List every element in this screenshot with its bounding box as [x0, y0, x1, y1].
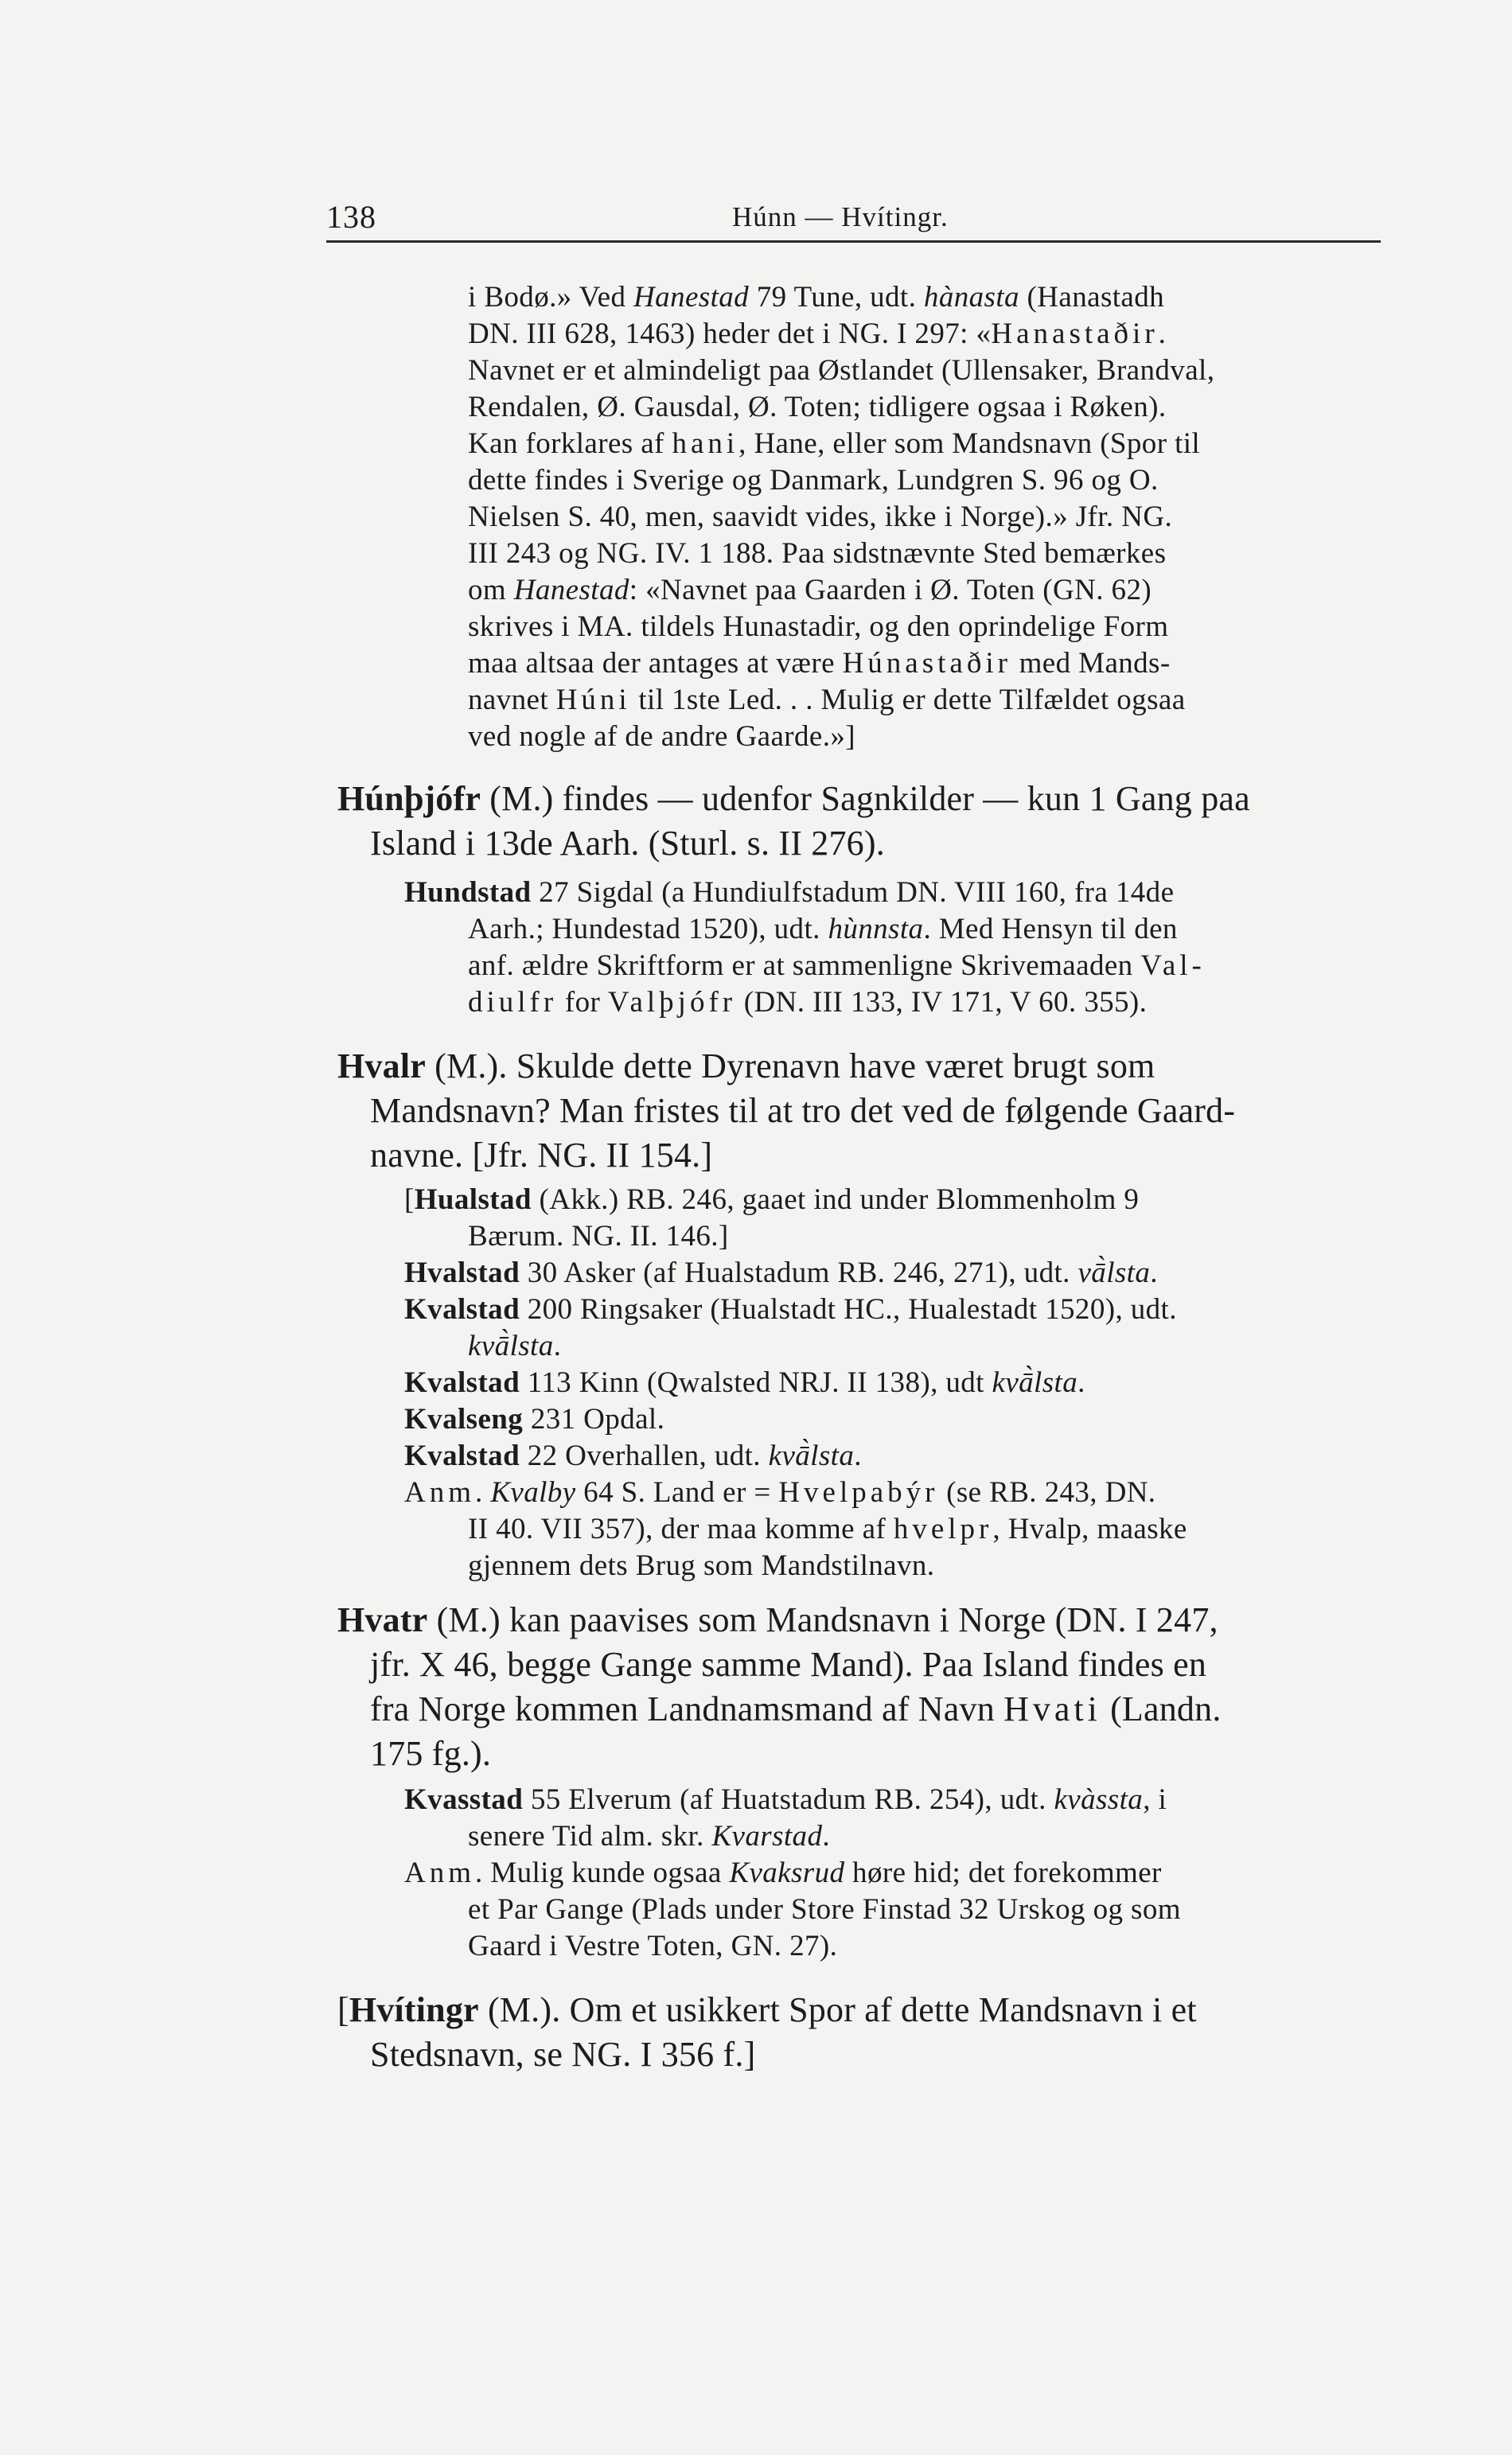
text-run: DN. III 628, 1463) heder det i NG. I 297: « — [468, 318, 992, 350]
text-run: Stedsnavn, se NG. I 356 f.] — [370, 2035, 756, 2074]
text-line — [337, 1989, 1197, 2030]
italic-term: hànasta — [923, 281, 1019, 314]
text-run: maa altsaa der antages at være — [468, 647, 843, 680]
text-run: (Landn. — [1101, 1689, 1222, 1728]
text-run: . Mulig kunde ogsaa — [475, 1857, 730, 1889]
text-line — [370, 2034, 755, 2075]
text-line — [468, 1329, 561, 1363]
text-run: . — [822, 1820, 831, 1853]
text-line — [468, 573, 1152, 607]
text-run: , Hvalp, maaske — [992, 1513, 1187, 1545]
text-line — [468, 353, 1214, 388]
text-run: navnet — [468, 684, 556, 716]
text-line — [468, 390, 1167, 424]
italic-term: Hanestad — [513, 574, 629, 606]
spaced-term: diulfr — [468, 986, 558, 1019]
text-run: gjennem dets Brug som Mandstilnavn. — [468, 1549, 935, 1582]
text-run: med Mands- — [1011, 647, 1171, 680]
text-run: (M.). Om et usikkert Spor af dette Mandsnavn i et — [478, 1990, 1197, 2029]
text-run: Navnet er et almindeligt paa Østlandet (Ullensaker, Brandval, — [468, 354, 1215, 387]
text-line — [468, 500, 1172, 534]
text-run: Island i 13de Aarh. (Sturl. s. II 276). — [370, 824, 885, 863]
entry-headword: Hvalr — [337, 1046, 426, 1085]
header-rule — [326, 240, 1381, 243]
text-run: III 243 og NG. IV. 1 188. Paa sidstnævnte Sted bemærkes — [468, 537, 1167, 570]
text-run: anf. ældre Skriftform er at sammenligne Skrivemaaden — [468, 949, 1141, 982]
text-run: 200 Ringsaker (Hualstadt HC., Hualestadt 1520), udt. — [520, 1293, 1177, 1326]
text-run: : «Navnet paa Gaarden i Ø. Toten (GN. 62) — [629, 574, 1152, 606]
italic-term: Kvarstad — [711, 1820, 823, 1853]
text-line — [404, 875, 1174, 910]
text-run: 231 Opdal. — [523, 1403, 665, 1436]
spaced-term: Hvelpabýr — [778, 1476, 939, 1509]
italic-term: vā̀lsta — [1077, 1257, 1151, 1289]
text-run: (Hanastadh — [1019, 281, 1165, 314]
text-run: (M.) findes — udenfor Sagnkilder — kun 1 Gang paa — [481, 779, 1250, 818]
text-line — [468, 463, 1159, 497]
text-run: (Akk.) RB. 246, gaaet ind under Blommenholm 9 — [531, 1183, 1140, 1216]
entry-headword: Hvítingr — [349, 1990, 479, 2029]
spaced-term: hvelpr — [893, 1513, 993, 1545]
spaced-term: hani — [672, 427, 739, 460]
text-run: 79 Tune, udt. — [749, 281, 924, 314]
text-run: . — [1150, 1257, 1158, 1289]
spaced-term: Val- — [1140, 949, 1206, 982]
text-run: 113 Kinn (Qwalsted NRJ. II 138), udt — [520, 1366, 992, 1399]
text-run: . — [854, 1440, 862, 1472]
text-run: 55 Elverum (af Huatstadum RB. 254), udt. — [523, 1783, 1054, 1816]
text-run: Aarh.; Hundestad 1520), udt. — [468, 913, 828, 945]
text-run: ved nogle af de andre Gaarde.»] — [468, 720, 855, 753]
text-line — [468, 1512, 1187, 1546]
running-head: Húnn — Hvítingr. — [732, 201, 949, 232]
text-line — [468, 280, 1164, 314]
text-run: 64 S. Land er = — [575, 1476, 779, 1509]
text-run: 27 Sigdal (a Hundiulfstadum DN. VIII 160, fra 14de — [531, 876, 1175, 909]
text-line — [370, 1090, 1235, 1131]
text-line — [337, 1600, 1218, 1640]
text-run: høre hid; det forekommer — [844, 1857, 1162, 1889]
entry-headword: Kvalstad — [404, 1293, 520, 1326]
text-run: . — [1158, 318, 1167, 350]
text-line — [468, 610, 1168, 644]
text-run: et Par Gange (Plads under Store Finstad 32 Urskog og som — [468, 1893, 1181, 1926]
text-run: navne. [Jfr. NG. II 154.] — [370, 1136, 713, 1175]
text-line — [468, 646, 1171, 680]
italic-term: Kvalby — [490, 1476, 576, 1509]
text-line — [468, 1549, 934, 1583]
text-line — [370, 1733, 491, 1774]
text-line — [337, 778, 1250, 819]
spaced-term: Hanastaðir — [991, 318, 1159, 350]
text-line — [370, 1644, 1206, 1685]
text-run: . — [1077, 1366, 1085, 1399]
text-run: til 1ste Led. . . Mulig er dette Tilfældet ogsaa — [630, 684, 1186, 716]
text-run: Nielsen S. 40, men, saavidt vides, ikke i Norge).» Jfr. NG. — [468, 501, 1173, 533]
italic-term: hùnnsta — [828, 913, 924, 945]
entry-headword: Hvalstad — [404, 1257, 520, 1289]
text-line — [404, 1402, 664, 1436]
text-line — [468, 1819, 830, 1853]
text-run: Mandsnavn? Man fristes til at tro det ved de følgende Gaard- — [370, 1091, 1236, 1130]
text-run: . Med Hensyn til den — [923, 913, 1178, 945]
text-line — [404, 1439, 862, 1473]
text-run: (M.). Skulde dette Dyrenavn have været brugt som — [425, 1046, 1155, 1085]
text-line — [468, 1219, 729, 1253]
entry-headword: Kvalstad — [404, 1366, 520, 1399]
text-run: 175 fg.). — [370, 1734, 492, 1773]
text-run: Bærum. NG. II. 146.] — [468, 1220, 729, 1253]
spaced-term: Hvati — [1003, 1689, 1101, 1728]
text-line — [468, 427, 1200, 461]
page-number: 138 — [326, 199, 376, 235]
text-run: skrives i MA. tildels Hunastadir, og den oprindelige Form — [468, 610, 1169, 643]
entry-headword: Hvatr — [337, 1600, 428, 1639]
text-run: i Bodø.» Ved — [468, 281, 634, 314]
text-run: 22 Overhallen, udt. — [520, 1440, 769, 1472]
text-run: jfr. X 46, begge Gange samme Mand). Paa Island findes en — [370, 1645, 1207, 1684]
text-line — [468, 1929, 837, 1963]
text-line — [404, 1292, 1177, 1327]
italic-term: kvā̀lsta — [468, 1330, 554, 1362]
text-run: (se RB. 243, DN. — [938, 1476, 1156, 1509]
text-run: dette findes i Sverige og Danmark, Lundgren S. 96 og O. — [468, 464, 1159, 497]
text-run: Kan forklares af — [468, 427, 672, 460]
text-line — [404, 1783, 1167, 1817]
text-line — [468, 536, 1166, 571]
page-header — [326, 195, 1381, 244]
italic-term: kvā̀lsta — [992, 1366, 1078, 1399]
spaced-term: Húnastaðir — [842, 647, 1011, 680]
text-line — [468, 912, 1178, 946]
text-line — [404, 1475, 1155, 1510]
text-run: , i — [1143, 1783, 1167, 1816]
spaced-term: Anm — [404, 1476, 475, 1509]
italic-term: Hanestad — [633, 281, 750, 314]
text-run: [ — [404, 1183, 415, 1216]
text-line — [468, 683, 1186, 717]
spaced-term: Húni — [555, 684, 631, 716]
italic-term: Kvaksrud — [729, 1857, 845, 1889]
spaced-term: Valþjófr — [607, 986, 737, 1019]
italic-term: kvàssta — [1054, 1783, 1144, 1816]
text-line — [370, 1135, 712, 1175]
text-run: Gaard i Vestre Toten, GN. 27). — [468, 1930, 838, 1962]
entry-headword: Kvalseng — [404, 1403, 524, 1436]
text-line — [468, 1892, 1181, 1927]
text-line — [404, 1183, 1139, 1217]
text-run: om — [468, 574, 514, 606]
entry-headword: Hualstad — [414, 1183, 532, 1216]
text-run: Rendalen, Ø. Gausdal, Ø. Toten; tidligere ogsaa i Røken). — [468, 391, 1167, 423]
text-line — [337, 1046, 1155, 1086]
text-run: senere Tid alm. skr. — [468, 1820, 712, 1853]
entry-headword: Kvasstad — [404, 1783, 524, 1816]
text-line — [404, 1856, 1162, 1890]
text-line — [468, 985, 1147, 1019]
text-run: 30 Asker (af Hualstadum RB. 246, 271), udt. — [520, 1257, 1078, 1289]
text-run: for — [557, 986, 608, 1019]
text-line — [404, 1366, 1085, 1400]
text-run: . — [475, 1476, 491, 1509]
text-run: , Hane, eller som Mandsnavn (Spor til — [738, 427, 1201, 460]
italic-term: kvā̀lsta — [768, 1440, 855, 1472]
text-line — [404, 1256, 1158, 1290]
text-line — [468, 317, 1166, 351]
entry-headword: Hundstad — [404, 876, 532, 909]
text-line — [468, 949, 1206, 983]
text-run: (DN. III 133, IV 171, V 60. 355). — [736, 986, 1148, 1019]
text-run: [ — [337, 1990, 349, 2029]
text-run: II 40. VII 357), der maa komme af — [468, 1513, 894, 1545]
text-line — [468, 719, 855, 754]
text-run: fra Norge kommen Landnamsmand af Navn — [370, 1689, 1004, 1728]
text-line — [370, 823, 885, 863]
spaced-term: Anm — [404, 1857, 475, 1889]
text-line — [370, 1689, 1222, 1729]
entry-headword: Húnþjófr — [337, 779, 481, 818]
entry-headword: Kvalstad — [404, 1440, 520, 1472]
text-run: (M.) kan paavises som Mandsnavn i Norge (DN. I 247, — [427, 1600, 1218, 1639]
text-run: . — [553, 1330, 562, 1362]
